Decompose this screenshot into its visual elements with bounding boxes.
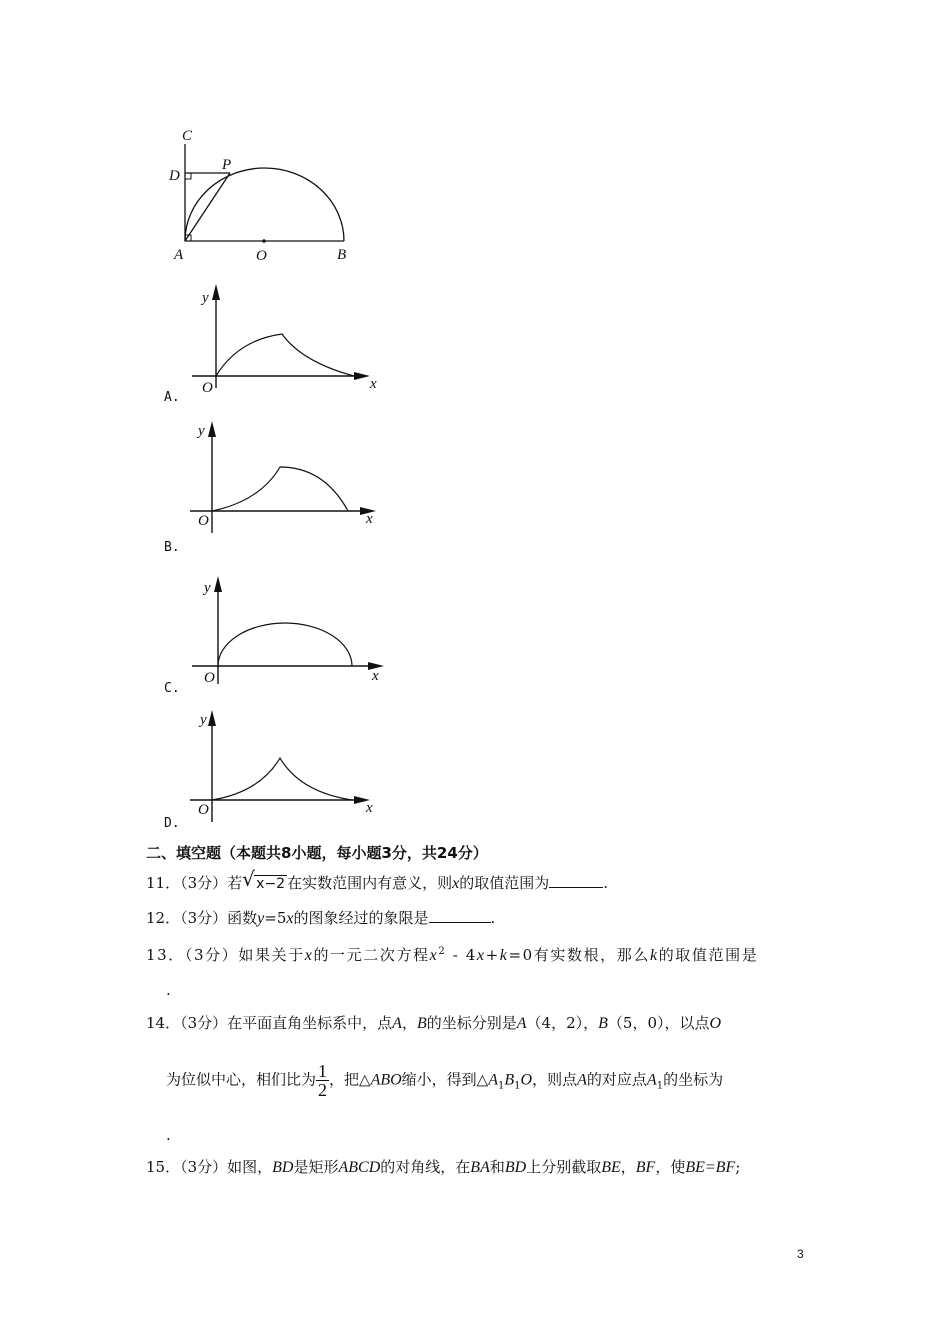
- q12-expr-mid: =5: [264, 909, 287, 927]
- q12-pre: 函数: [227, 909, 258, 927]
- option-a-label[interactable]: A.: [164, 390, 180, 405]
- figure-semicircle: [160, 120, 360, 270]
- q13-text4: 的取值范围是: [658, 946, 759, 964]
- page-number: 3: [797, 1247, 804, 1261]
- option-d-label[interactable]: D.: [164, 816, 180, 831]
- q15-bd2: BD: [504, 1159, 527, 1176]
- q14-tri2-sub1: 1: [498, 1080, 505, 1092]
- q15-text6: ，使: [655, 1158, 686, 1176]
- label-p: P: [222, 157, 232, 173]
- question-12: [146, 908, 495, 929]
- label-o: O: [256, 248, 267, 264]
- label-origin: O: [204, 670, 215, 686]
- q15-text4: 和: [489, 1158, 505, 1176]
- q14-line2-b: ，把△: [329, 1070, 371, 1089]
- label-x: x: [366, 511, 373, 527]
- q15-end: ;: [735, 1158, 741, 1176]
- q14-pa: A: [577, 1071, 587, 1089]
- q13-eq-x: x: [429, 947, 439, 964]
- q15-text1: 如图，: [227, 1158, 273, 1176]
- q12-expr-y: y: [257, 910, 265, 927]
- q12-score: （3分）: [180, 909, 228, 927]
- q12-expr-x: x: [286, 910, 294, 927]
- curve: [218, 623, 352, 666]
- y-arrow: [212, 284, 220, 300]
- center-point-o: [262, 239, 266, 243]
- question-14-line2: [166, 1062, 723, 1099]
- q14-line2-a: 为位似中心，相们比为: [166, 1070, 317, 1089]
- section-title: 二、填空题（本题共8小题，每小题3分，共24分）: [146, 844, 488, 862]
- q14-tri1: ABO: [370, 1071, 402, 1089]
- q12-answer-blank[interactable]: [429, 908, 491, 923]
- q14-o: O: [709, 1015, 722, 1032]
- option-a-svg: [190, 280, 390, 400]
- option-d-svg: [190, 706, 390, 826]
- q13-eq-plus: +: [485, 946, 500, 964]
- option-c-svg: [190, 572, 390, 692]
- label-y: y: [200, 712, 207, 728]
- option-c-label[interactable]: C.: [164, 681, 180, 696]
- q14-line2-c: 缩小，得到△: [401, 1070, 489, 1089]
- q11-end: .: [603, 874, 609, 892]
- curve: [216, 334, 354, 376]
- q14-coord-a: （4，2）: [526, 1014, 584, 1032]
- q14-pa1-sub: 1: [656, 1080, 664, 1092]
- q13-k: k: [649, 947, 659, 964]
- option-b-svg: [190, 417, 390, 537]
- label-x: x: [372, 668, 379, 684]
- q11-tail: 的取值范围为: [459, 874, 550, 892]
- q13-eq-x2: x: [476, 947, 486, 964]
- label-c: C: [182, 128, 193, 144]
- label-origin: O: [198, 802, 209, 818]
- q15-text2: 是矩形: [293, 1158, 339, 1176]
- q14-fraction: [316, 1062, 329, 1099]
- q13-continuation: .: [166, 981, 171, 999]
- label-d: D: [169, 168, 180, 184]
- q14-tri2-a: A: [488, 1071, 498, 1089]
- q14-comma: ，: [401, 1014, 417, 1032]
- q15-score: （3分）: [180, 1158, 228, 1176]
- q14-a: A: [392, 1015, 402, 1032]
- q14-frac-den: 2: [318, 1080, 328, 1100]
- q13-eq-end: =0: [508, 946, 534, 964]
- q11-sqrt: √ x−2: [242, 867, 286, 892]
- q11-radicand: x−2: [256, 876, 286, 892]
- q15-number: 15．: [146, 1158, 181, 1176]
- question-14: [146, 1013, 721, 1034]
- q15-be: BE: [601, 1159, 621, 1176]
- curve: [212, 758, 352, 800]
- curve: [212, 467, 348, 511]
- question-15: [146, 1157, 740, 1178]
- q14-line2-e: 的对应点: [586, 1070, 647, 1089]
- option-b-label[interactable]: B.: [164, 540, 180, 555]
- q14-comma2: ，: [583, 1014, 599, 1032]
- label-a: A: [174, 247, 184, 263]
- q15-bd: BD: [272, 1159, 294, 1176]
- q14-pa1: A: [646, 1071, 657, 1089]
- q15-abcd: ABCD: [338, 1159, 381, 1176]
- q15-text5: 上分别截取: [526, 1158, 602, 1176]
- q14-number: 14．: [146, 1014, 181, 1032]
- q14-text2: 的坐标分别是: [426, 1014, 517, 1032]
- q11-var: x: [452, 875, 460, 892]
- y-arrow: [208, 421, 216, 437]
- label-origin: O: [198, 513, 209, 529]
- q13-eq-k: k: [499, 947, 509, 964]
- q13-text1: 如果关于: [238, 946, 305, 964]
- option-c-graph: [190, 572, 390, 692]
- q14-line2-d: ，则点: [532, 1070, 578, 1089]
- q12-end: .: [490, 909, 496, 927]
- right-angle-d: [185, 173, 191, 179]
- label-y: y: [204, 580, 211, 596]
- q15-bf: BF: [635, 1159, 656, 1176]
- q15-ba: BA: [470, 1159, 490, 1176]
- question-13: [146, 942, 758, 966]
- q14-line2-f: 的坐标为: [663, 1070, 724, 1089]
- q13-number: 13．: [146, 946, 185, 964]
- q13-text3: 有实数根，那么: [533, 946, 650, 964]
- q11-number: 11．: [146, 874, 181, 892]
- q11-score: （3分）: [180, 874, 228, 892]
- label-x: x: [370, 376, 377, 392]
- option-a-graph: [190, 280, 390, 400]
- line-ap: [185, 173, 230, 241]
- q14-frac-num: 1: [318, 1061, 328, 1081]
- q11-pre: 若: [227, 874, 243, 892]
- q14-text3: ，以点: [664, 1014, 710, 1032]
- q14-score: （3分）: [180, 1014, 228, 1032]
- q14-text1: 在平面直角坐标系中，点: [227, 1014, 393, 1032]
- q13-var: x: [304, 947, 314, 964]
- y-arrow: [208, 710, 216, 726]
- q14-continuation: .: [166, 1126, 171, 1144]
- label-y: y: [198, 423, 205, 439]
- q14-coord-b: （5，0）: [607, 1014, 665, 1032]
- option-d-graph: [190, 706, 390, 826]
- label-b: B: [337, 247, 347, 263]
- q13-score: （3分）: [184, 946, 239, 964]
- label-origin: O: [202, 380, 213, 396]
- q15-eq: BE=BF: [685, 1159, 736, 1176]
- q13-eq-mid: - 4: [446, 946, 477, 964]
- x-arrow: [354, 372, 370, 380]
- label-y: y: [202, 290, 209, 306]
- question-11: [146, 867, 609, 894]
- q13-eq-sup: 2: [438, 946, 447, 957]
- q13-text2: 的一元二次方程: [313, 946, 430, 964]
- q14-a2: A: [516, 1015, 527, 1032]
- q14-tri2-sub2: 1: [514, 1080, 521, 1092]
- y-arrow: [214, 576, 222, 592]
- q15-text3: 的对角线，在: [380, 1158, 471, 1176]
- q15-comma: ，: [620, 1158, 636, 1176]
- figure-semicircle-svg: [160, 120, 360, 270]
- q11-answer-blank[interactable]: [549, 873, 603, 888]
- q12-tail: 的图象经过的象限是: [293, 909, 429, 927]
- q11-post: 在实数范围内有意义，则: [287, 874, 453, 892]
- q14-b: B: [416, 1015, 427, 1032]
- option-b-graph: [190, 417, 390, 537]
- q14-b2: B: [598, 1015, 608, 1032]
- q12-number: 12．: [146, 909, 181, 927]
- q14-tri2-o: O: [520, 1071, 533, 1089]
- label-x: x: [366, 800, 373, 816]
- q14-tri2-b: B: [504, 1071, 515, 1089]
